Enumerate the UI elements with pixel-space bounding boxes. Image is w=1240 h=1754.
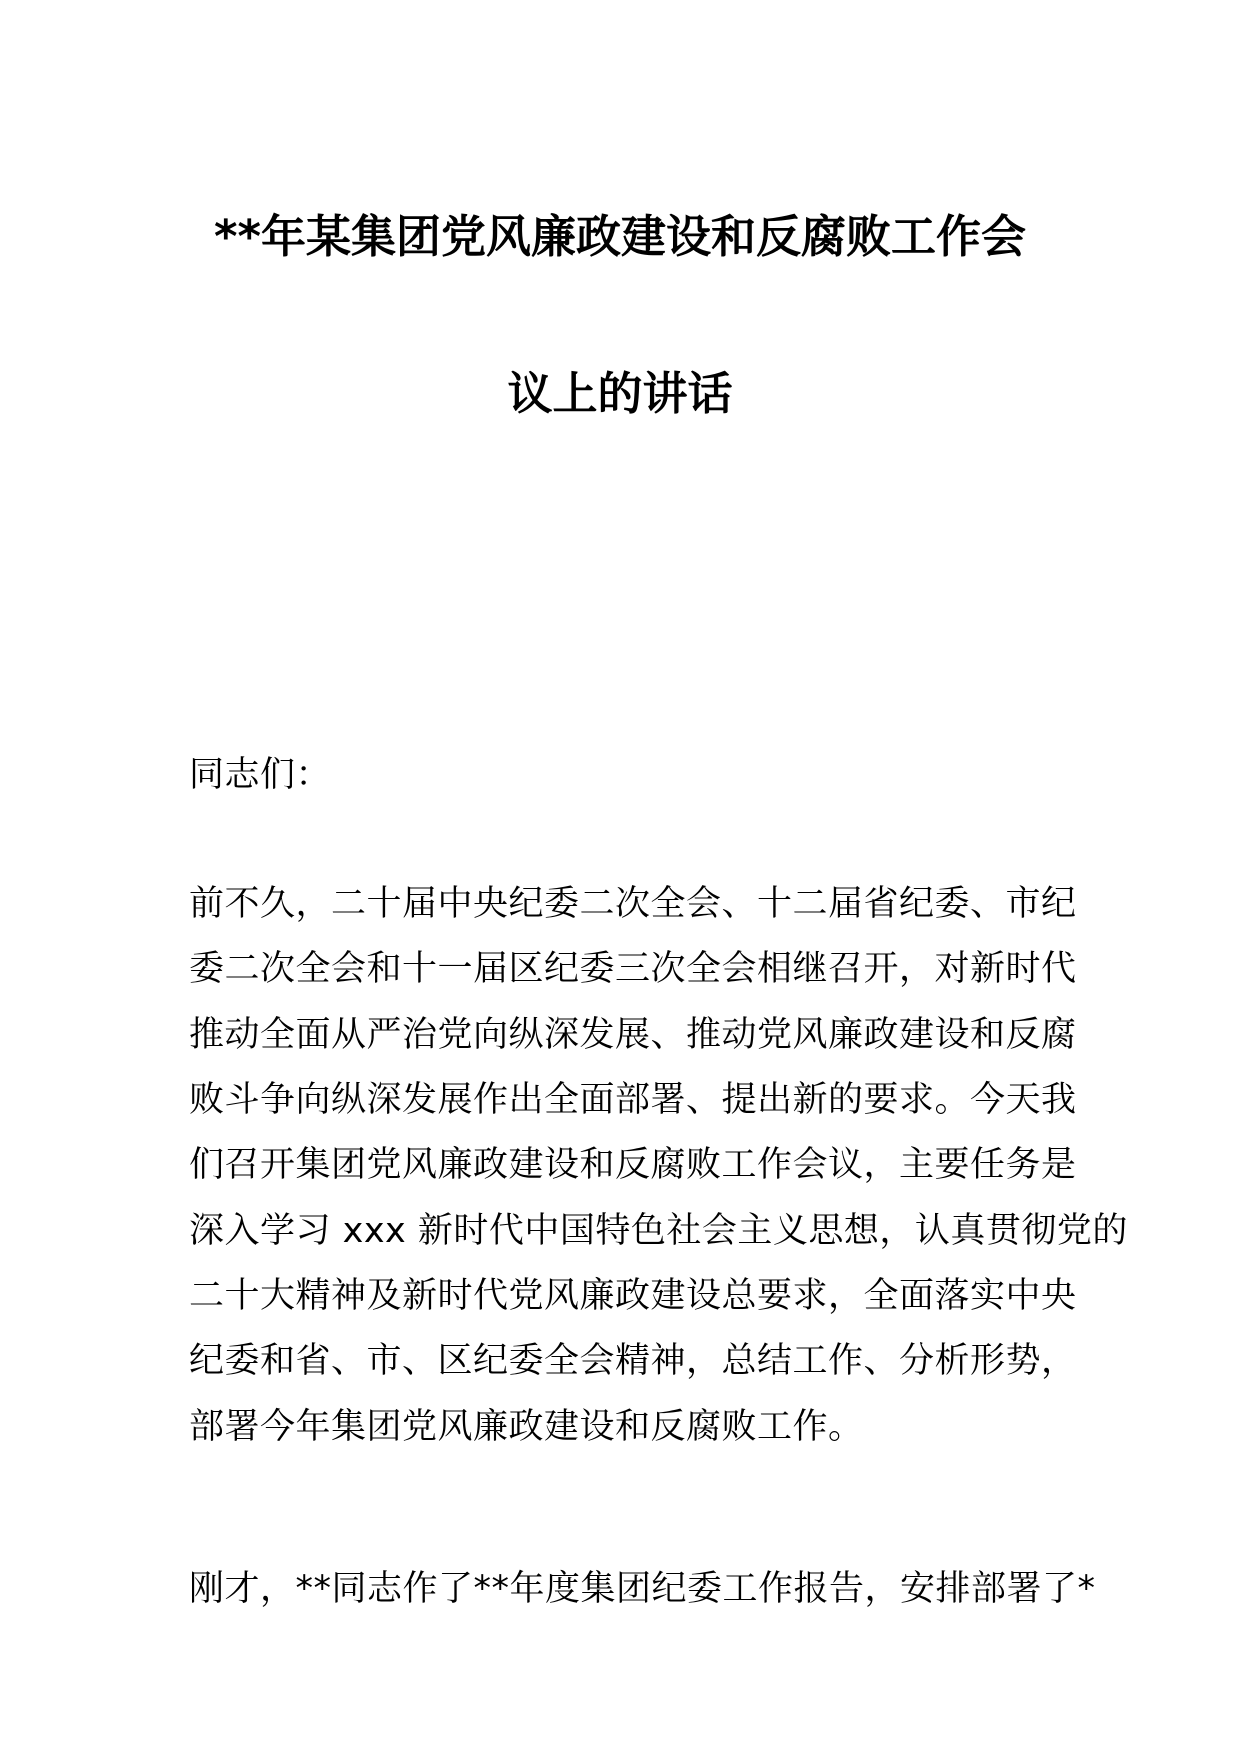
document-title-line-2: 议上的讲话 xyxy=(507,367,733,420)
paragraph-line: 刚才，**同志作了**年度集团纪委工作报告，安排部署了* xyxy=(189,1569,1096,1609)
salutation: 同志们： xyxy=(189,755,332,795)
paragraph-line: 们召开集团党风廉政建设和反腐败工作会议，主要任务是 xyxy=(189,1145,1077,1185)
paragraph-line: 纪委和省、市、区纪委全会精神，总结工作、分析形势， xyxy=(189,1341,1077,1381)
paragraph-line: 二十大精神及新时代党风廉政建设总要求，全面落实中央 xyxy=(189,1276,1077,1316)
document-title-line-1: **年某集团党风廉政建设和反腐败工作会 xyxy=(213,210,1027,263)
paragraph-line: 败斗争向纵深发展作出全面部署、提出新的要求。今天我 xyxy=(189,1080,1077,1120)
paragraph-line: 深入学习 xxx 新时代中国特色社会主义思想，认真贯彻党的 xyxy=(189,1211,1128,1251)
paragraph-line: 推动全面从严治党向纵深发展、推动党风廉政建设和反腐 xyxy=(189,1015,1077,1055)
paragraph-line: 部署今年集团党风廉政建设和反腐败工作。 xyxy=(189,1407,864,1447)
paragraph-line: 委二次全会和十一届区纪委三次全会相继召开，对新时代 xyxy=(189,949,1077,989)
paragraph-line: 前不久，二十届中央纪委二次全会、十二届省纪委、市纪 xyxy=(189,884,1077,924)
